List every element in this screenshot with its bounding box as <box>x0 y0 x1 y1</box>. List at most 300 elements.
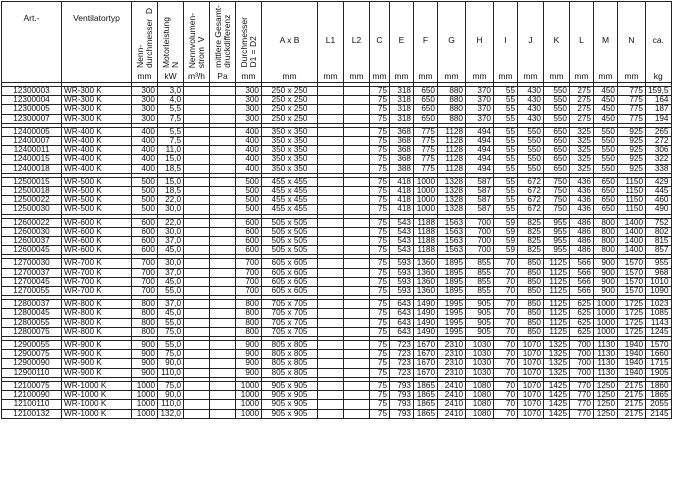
cell-l: 700 <box>570 350 594 359</box>
column-title-kw: Motorleistung N <box>160 16 180 68</box>
cell-n: 775 <box>618 114 646 123</box>
cell-g: 1128 <box>438 155 466 164</box>
cell-c: 75 <box>370 187 390 196</box>
cell-typ: WR-800 K <box>62 327 132 336</box>
cell-l: 770 <box>570 409 594 418</box>
cell-h: 855 <box>466 268 494 277</box>
column-header-ca <box>646 2 672 83</box>
cell-ca: 1905 <box>646 368 672 377</box>
cell-e: 643 <box>390 300 414 309</box>
cell-v <box>184 350 210 359</box>
cell-m: 1000 <box>594 318 618 327</box>
cell-l1 <box>318 87 344 96</box>
cell-pa <box>210 177 236 186</box>
cell-m: 450 <box>594 105 618 114</box>
cell-g: 1563 <box>438 218 466 227</box>
cell-h: 700 <box>466 246 494 255</box>
cell-e: 723 <box>390 341 414 350</box>
cell-l1 <box>318 227 344 236</box>
column-title-typ: Ventilatortyp <box>73 13 120 23</box>
cell-j: 1070 <box>518 381 544 390</box>
cell-c: 75 <box>370 227 390 236</box>
cell-ca: 460 <box>646 196 672 205</box>
cell-ca: 1860 <box>646 381 672 390</box>
cell-c: 75 <box>370 359 390 368</box>
cell-v <box>184 146 210 155</box>
cell-j: 850 <box>518 327 544 336</box>
cell-k: 550 <box>544 87 570 96</box>
cell-n: 1400 <box>618 218 646 227</box>
cell-h: 1030 <box>466 359 494 368</box>
cell-l2 <box>344 237 370 246</box>
column-header-l <box>570 2 594 83</box>
column-title-h: H <box>476 35 483 45</box>
cell-e: 643 <box>390 318 414 327</box>
cell-art: 12600022 <box>2 218 62 227</box>
cell-g: 1328 <box>438 196 466 205</box>
cell-f: 650 <box>414 96 438 105</box>
column-header-e <box>390 2 414 83</box>
cell-i: 55 <box>494 127 518 136</box>
cell-m: 900 <box>594 277 618 286</box>
cell-l: 625 <box>570 309 594 318</box>
table-row <box>2 164 672 173</box>
cell-l2 <box>344 205 370 214</box>
cell-v <box>184 287 210 296</box>
cell-l1 <box>318 381 344 390</box>
column-unit-l1: mm <box>323 70 338 81</box>
cell-l1 <box>318 409 344 418</box>
cell-e: 418 <box>390 205 414 214</box>
cell-f: 1865 <box>414 400 438 409</box>
cell-ca: 1245 <box>646 327 672 336</box>
cell-d12: 500 <box>236 205 262 214</box>
cell-d: 700 <box>132 259 158 268</box>
cell-kw: 7,5 <box>158 137 184 146</box>
cell-g: 1328 <box>438 205 466 214</box>
cell-l2 <box>344 227 370 236</box>
cell-e: 368 <box>390 146 414 155</box>
cell-d12: 900 <box>236 359 262 368</box>
table-row <box>2 105 672 114</box>
cell-c: 75 <box>370 237 390 246</box>
cell-art: 12100075 <box>2 381 62 390</box>
cell-art: 12400005 <box>2 127 62 136</box>
cell-axb: 705 x 705 <box>262 318 318 327</box>
cell-f: 1188 <box>414 237 438 246</box>
cell-c: 75 <box>370 341 390 350</box>
cell-j: 550 <box>518 137 544 146</box>
cell-k: 1125 <box>544 309 570 318</box>
cell-e: 543 <box>390 246 414 255</box>
cell-kw: 90,0 <box>158 359 184 368</box>
cell-art: 12300007 <box>2 114 62 123</box>
cell-f: 1000 <box>414 177 438 186</box>
cell-pa <box>210 368 236 377</box>
cell-h: 855 <box>466 287 494 296</box>
cell-d: 400 <box>132 137 158 146</box>
cell-l1 <box>318 309 344 318</box>
column-title-g: G <box>448 35 455 45</box>
cell-h: 700 <box>466 227 494 236</box>
cell-l1 <box>318 400 344 409</box>
cell-h: 494 <box>466 127 494 136</box>
cell-n: 1150 <box>618 196 646 205</box>
cell-axb: 905 x 905 <box>262 381 318 390</box>
cell-ca: 187 <box>646 105 672 114</box>
cell-art: 12800037 <box>2 300 62 309</box>
cell-d12: 1000 <box>236 409 262 418</box>
cell-kw: 45,0 <box>158 309 184 318</box>
cell-l1 <box>318 368 344 377</box>
cell-pa <box>210 96 236 105</box>
cell-j: 550 <box>518 164 544 173</box>
cell-k: 550 <box>544 96 570 105</box>
cell-j: 825 <box>518 218 544 227</box>
column-header-axb <box>262 2 318 83</box>
cell-h: 700 <box>466 218 494 227</box>
cell-typ: WR-600 K <box>62 227 132 236</box>
cell-e: 368 <box>390 155 414 164</box>
cell-v <box>184 87 210 96</box>
cell-n: 1400 <box>618 246 646 255</box>
table-row <box>2 381 672 390</box>
cell-j: 1070 <box>518 409 544 418</box>
column-header-d <box>132 2 158 83</box>
cell-l1 <box>318 391 344 400</box>
ventilator-spec-table <box>1 1 672 419</box>
cell-i: 70 <box>494 300 518 309</box>
cell-axb: 605 x 605 <box>262 277 318 286</box>
cell-m: 550 <box>594 155 618 164</box>
cell-j: 672 <box>518 205 544 214</box>
cell-n: 1400 <box>618 237 646 246</box>
table-row <box>2 246 672 255</box>
cell-l2 <box>344 137 370 146</box>
cell-art: 12700055 <box>2 287 62 296</box>
cell-g: 1563 <box>438 246 466 255</box>
cell-f: 1670 <box>414 350 438 359</box>
cell-d: 1000 <box>132 400 158 409</box>
cell-i: 70 <box>494 359 518 368</box>
cell-f: 650 <box>414 87 438 96</box>
cell-kw: 22,0 <box>158 218 184 227</box>
cell-art: 12500022 <box>2 196 62 205</box>
column-header-v <box>184 2 210 83</box>
cell-l: 325 <box>570 164 594 173</box>
cell-l: 325 <box>570 155 594 164</box>
cell-d12: 600 <box>236 237 262 246</box>
column-unit-m: mm <box>598 70 613 81</box>
cell-k: 1425 <box>544 400 570 409</box>
cell-typ: WR-1000 K <box>62 409 132 418</box>
cell-i: 59 <box>494 237 518 246</box>
cell-i: 55 <box>494 105 518 114</box>
cell-h: 494 <box>466 137 494 146</box>
cell-l2 <box>344 309 370 318</box>
cell-i: 70 <box>494 309 518 318</box>
cell-typ: WR-400 K <box>62 164 132 173</box>
cell-k: 1325 <box>544 341 570 350</box>
cell-f: 1670 <box>414 368 438 377</box>
cell-l1 <box>318 105 344 114</box>
cell-v <box>184 359 210 368</box>
cell-ca: 1570 <box>646 341 672 350</box>
cell-n: 1150 <box>618 187 646 196</box>
cell-j: 430 <box>518 114 544 123</box>
cell-d12: 900 <box>236 368 262 377</box>
table-row <box>2 309 672 318</box>
cell-l2 <box>344 187 370 196</box>
cell-m: 1250 <box>594 381 618 390</box>
cell-f: 1188 <box>414 227 438 236</box>
table-row <box>2 359 672 368</box>
cell-g: 1128 <box>438 146 466 155</box>
cell-m: 800 <box>594 218 618 227</box>
table-row <box>2 350 672 359</box>
cell-l: 566 <box>570 259 594 268</box>
cell-i: 55 <box>494 205 518 214</box>
cell-f: 1490 <box>414 318 438 327</box>
cell-kw: 22,0 <box>158 196 184 205</box>
cell-l2 <box>344 155 370 164</box>
cell-h: 587 <box>466 177 494 186</box>
cell-art: 12600037 <box>2 237 62 246</box>
cell-n: 1725 <box>618 309 646 318</box>
cell-art: 12400018 <box>2 164 62 173</box>
cell-d12: 500 <box>236 187 262 196</box>
cell-art: 12800075 <box>2 327 62 336</box>
cell-d12: 1000 <box>236 381 262 390</box>
cell-art: 12600045 <box>2 246 62 255</box>
cell-f: 775 <box>414 137 438 146</box>
cell-ca: 445 <box>646 187 672 196</box>
cell-art: 12100110 <box>2 400 62 409</box>
cell-kw: 75,0 <box>158 327 184 336</box>
cell-l2 <box>344 391 370 400</box>
cell-axb: 350 x 350 <box>262 164 318 173</box>
cell-kw: 18,5 <box>158 164 184 173</box>
column-unit-axb: mm <box>282 70 297 81</box>
cell-kw: 110,0 <box>158 368 184 377</box>
cell-h: 1080 <box>466 400 494 409</box>
cell-g: 1128 <box>438 164 466 173</box>
cell-d: 800 <box>132 300 158 309</box>
cell-d12: 600 <box>236 246 262 255</box>
cell-l: 325 <box>570 137 594 146</box>
cell-axb: 705 x 705 <box>262 309 318 318</box>
cell-l: 436 <box>570 177 594 186</box>
cell-axb: 705 x 705 <box>262 300 318 309</box>
cell-axb: 250 x 250 <box>262 114 318 123</box>
cell-d: 800 <box>132 318 158 327</box>
table-row <box>2 327 672 336</box>
cell-pa <box>210 137 236 146</box>
cell-g: 1895 <box>438 268 466 277</box>
cell-kw: 110,0 <box>158 400 184 409</box>
cell-e: 418 <box>390 187 414 196</box>
cell-kw: 5,5 <box>158 105 184 114</box>
cell-h: 1080 <box>466 409 494 418</box>
table-row <box>2 155 672 164</box>
cell-art: 12400011 <box>2 146 62 155</box>
cell-l: 275 <box>570 87 594 96</box>
cell-c: 75 <box>370 87 390 96</box>
cell-typ: WR-800 K <box>62 318 132 327</box>
cell-j: 1070 <box>518 359 544 368</box>
cell-pa <box>210 218 236 227</box>
cell-l: 325 <box>570 146 594 155</box>
cell-d12: 700 <box>236 268 262 277</box>
cell-art: 12700037 <box>2 268 62 277</box>
cell-k: 1325 <box>544 359 570 368</box>
cell-m: 800 <box>594 227 618 236</box>
cell-i: 70 <box>494 318 518 327</box>
cell-d: 800 <box>132 327 158 336</box>
column-title-l1: L1 <box>325 35 336 45</box>
cell-i: 55 <box>494 187 518 196</box>
cell-j: 850 <box>518 268 544 277</box>
cell-e: 593 <box>390 259 414 268</box>
cell-f: 1188 <box>414 246 438 255</box>
cell-h: 1080 <box>466 381 494 390</box>
cell-i: 70 <box>494 287 518 296</box>
cell-art: 12400015 <box>2 155 62 164</box>
cell-l: 770 <box>570 400 594 409</box>
cell-j: 850 <box>518 318 544 327</box>
cell-v <box>184 137 210 146</box>
cell-i: 55 <box>494 146 518 155</box>
cell-typ: WR-700 K <box>62 277 132 286</box>
column-unit-c: mm <box>372 70 387 81</box>
cell-pa <box>210 350 236 359</box>
cell-axb: 705 x 705 <box>262 327 318 336</box>
cell-pa <box>210 227 236 236</box>
cell-j: 430 <box>518 96 544 105</box>
cell-pa <box>210 246 236 255</box>
cell-l: 486 <box>570 227 594 236</box>
column-unit-d: mm <box>137 70 152 81</box>
column-unit-g: mm <box>444 70 459 81</box>
cell-pa <box>210 114 236 123</box>
cell-l1 <box>318 137 344 146</box>
cell-l2 <box>344 114 370 123</box>
cell-i: 59 <box>494 218 518 227</box>
cell-k: 650 <box>544 137 570 146</box>
column-header-k <box>544 2 570 83</box>
cell-h: 370 <box>466 105 494 114</box>
cell-v <box>184 218 210 227</box>
cell-k: 1125 <box>544 287 570 296</box>
cell-l2 <box>344 368 370 377</box>
cell-c: 75 <box>370 177 390 186</box>
table-row <box>2 287 672 296</box>
cell-e: 318 <box>390 114 414 123</box>
cell-axb: 805 x 805 <box>262 350 318 359</box>
cell-kw: 37,0 <box>158 268 184 277</box>
cell-c: 75 <box>370 400 390 409</box>
cell-typ: WR-800 K <box>62 300 132 309</box>
cell-h: 370 <box>466 87 494 96</box>
cell-typ: WR-1000 K <box>62 391 132 400</box>
cell-d: 1000 <box>132 381 158 390</box>
cell-kw: 132,0 <box>158 409 184 418</box>
cell-typ: WR-900 K <box>62 350 132 359</box>
table-row <box>2 218 672 227</box>
cell-d: 1000 <box>132 391 158 400</box>
cell-typ: WR-700 K <box>62 268 132 277</box>
cell-kw: 7,5 <box>158 114 184 123</box>
cell-m: 450 <box>594 114 618 123</box>
cell-d: 300 <box>132 87 158 96</box>
cell-axb: 250 x 250 <box>262 105 318 114</box>
cell-l: 486 <box>570 237 594 246</box>
column-title-c: C <box>376 35 383 45</box>
cell-k: 750 <box>544 196 570 205</box>
cell-d12: 300 <box>236 87 262 96</box>
cell-f: 1188 <box>414 218 438 227</box>
cell-pa <box>210 300 236 309</box>
column-unit-d12: mm <box>241 70 256 81</box>
cell-n: 1570 <box>618 287 646 296</box>
table-row <box>2 87 672 96</box>
cell-kw: 55,0 <box>158 341 184 350</box>
cell-m: 1000 <box>594 309 618 318</box>
cell-kw: 45,0 <box>158 246 184 255</box>
column-title-k: K <box>553 35 560 45</box>
cell-j: 1070 <box>518 341 544 350</box>
cell-kw: 4,0 <box>158 96 184 105</box>
cell-h: 1030 <box>466 368 494 377</box>
cell-d: 600 <box>132 227 158 236</box>
cell-c: 75 <box>370 287 390 296</box>
table-row <box>2 114 672 123</box>
cell-e: 593 <box>390 277 414 286</box>
cell-pa <box>210 359 236 368</box>
cell-typ: WR-700 K <box>62 259 132 268</box>
cell-art: 12300004 <box>2 96 62 105</box>
cell-g: 1895 <box>438 287 466 296</box>
cell-e: 418 <box>390 177 414 186</box>
cell-n: 775 <box>618 87 646 96</box>
cell-f: 1670 <box>414 341 438 350</box>
cell-ca: 1143 <box>646 318 672 327</box>
cell-j: 550 <box>518 146 544 155</box>
column-header-l1 <box>318 2 344 83</box>
cell-c: 75 <box>370 164 390 173</box>
cell-v <box>184 381 210 390</box>
cell-d12: 800 <box>236 309 262 318</box>
cell-v <box>184 368 210 377</box>
cell-ca: 752 <box>646 218 672 227</box>
cell-d: 300 <box>132 114 158 123</box>
cell-g: 1328 <box>438 177 466 186</box>
table-body <box>2 83 672 419</box>
cell-f: 1670 <box>414 359 438 368</box>
cell-n: 925 <box>618 164 646 173</box>
cell-k: 750 <box>544 177 570 186</box>
cell-j: 825 <box>518 227 544 236</box>
cell-d: 900 <box>132 341 158 350</box>
table-row <box>2 268 672 277</box>
cell-i: 70 <box>494 327 518 336</box>
cell-d12: 800 <box>236 327 262 336</box>
cell-k: 955 <box>544 218 570 227</box>
cell-f: 1360 <box>414 268 438 277</box>
cell-n: 1150 <box>618 205 646 214</box>
cell-n: 2175 <box>618 400 646 409</box>
cell-d: 1000 <box>132 409 158 418</box>
